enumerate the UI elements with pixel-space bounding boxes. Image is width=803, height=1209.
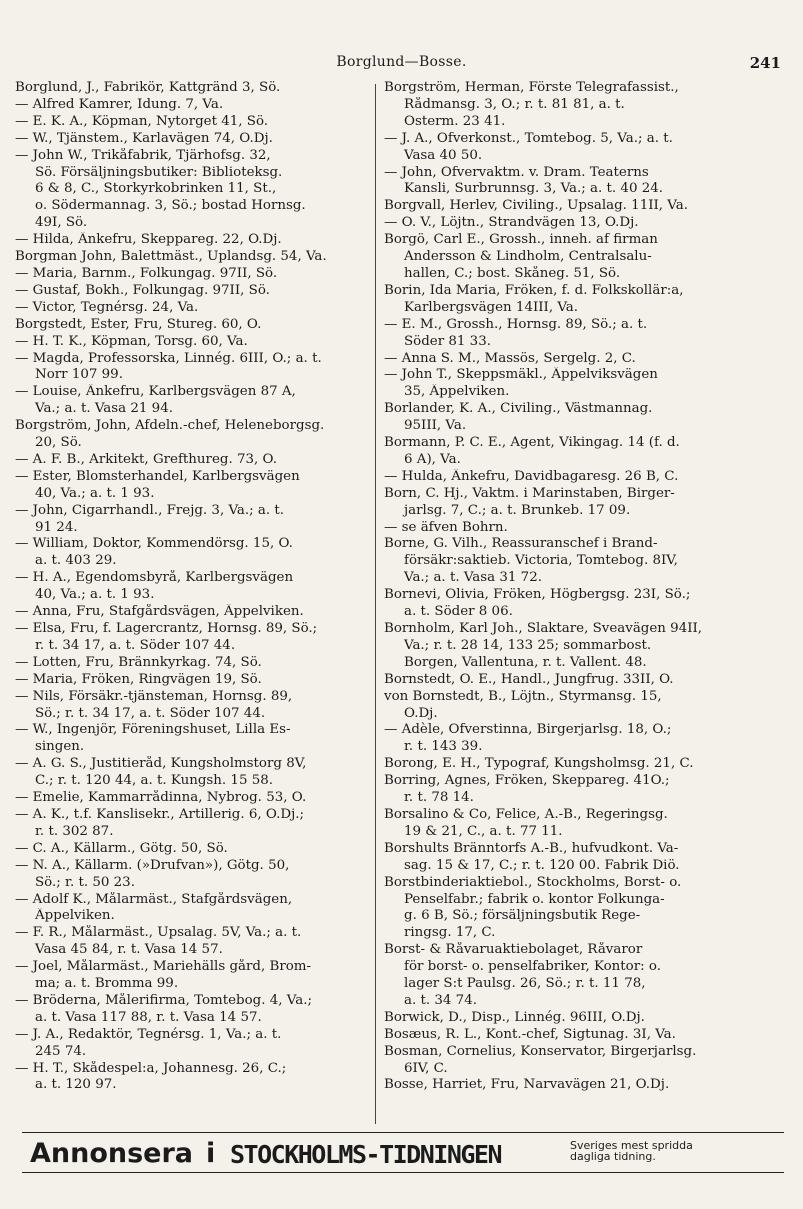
directory-line: a. t. 403 29. xyxy=(35,553,117,569)
directory-line: a. t. 34 74. xyxy=(404,992,477,1008)
directory-line: — W., Tjänstem., Karlavägen 74, Ö.Dj. xyxy=(15,130,273,146)
directory-line: Borgstedt, Ester, Fru, Stureg. 60, Ö. xyxy=(15,316,262,332)
directory-line: hallen, C.; bost. Skåneg. 51, Sö. xyxy=(404,265,621,281)
directory-line: 40, Va.; a. t. 1 93. xyxy=(35,485,155,501)
directory-line: Karlbergsvägen 14III, Va. xyxy=(404,299,579,315)
directory-line: g. 6 B, Sö.; försäljningsbutik Rege- xyxy=(404,908,641,924)
directory-line: — Nils, Försäkr.-tjänsteman, Hornsg. 89, xyxy=(15,688,293,704)
directory-line: Rådmansg. 3, Ö.; r. t. 81 81, a. t. xyxy=(404,96,625,112)
directory-line: — John T., Skeppsmäkl., Äppelviksvägen xyxy=(384,367,658,383)
directory-line: — Elsa, Fru, f. Lagercrantz, Hornsg. 89, Sö.; xyxy=(15,621,318,636)
advert-word: Annonsera xyxy=(30,1138,194,1169)
directory-line: a. t. Vasa 117 88, r. t. Vasa 14 57. xyxy=(35,1009,262,1025)
directory-line: 49I, Sö. xyxy=(35,215,88,231)
directory-line: Bornevi, Olivia, Fröken, Högbergsg. 23I, Sö.; xyxy=(384,587,691,603)
directory-line: — Gustaf, Bokh., Folkungag. 97II, Sö. xyxy=(15,282,270,298)
directory-line: Borgström, Herman, Förste Telegrafassist., xyxy=(384,80,679,95)
page-header xyxy=(0,54,803,76)
directory-line: — A. K., t.f. Kanslisekr., Artillerig. 6, Ö.Dj.; xyxy=(15,806,305,822)
directory-line: — A. G. S., Justitieråd, Kungsholmstorg 8V, xyxy=(15,756,307,772)
directory-line: Borwick, D., Disp., Linnég. 96III, Ö.Dj. xyxy=(384,1009,645,1025)
directory-line: — Maria, Barnm., Folkungag. 97II, Sö. xyxy=(15,265,278,281)
directory-line: — Joel, Målarmäst., Mariehälls gård, Brom- xyxy=(15,959,312,975)
directory-line: Vasa 45 84, r. t. Vasa 14 57. xyxy=(35,942,223,958)
directory-line: Äppelviken. xyxy=(35,908,115,924)
directory-line: lager S:t Paulsg. 26, Sö.; r. t. 11 78, xyxy=(404,976,646,992)
directory-line: Ö.Dj. xyxy=(404,705,438,721)
directory-line: Borring, Agnes, Fröken, Skeppareg. 41Ö.; xyxy=(384,773,670,789)
advert-preposition: i xyxy=(206,1138,216,1169)
directory-line: Va.; a. t. Vasa 21 94. xyxy=(35,401,173,417)
directory-line: — W., Ingenjör, Föreningshuset, Lilla Es- xyxy=(15,722,291,738)
directory-line: 6 & 8, C., Storkyrkobrinken 11, St., xyxy=(35,181,277,197)
directory-line: Va.; a. t. Vasa 31 72. xyxy=(404,570,542,586)
directory-line: Borstbinderiaktiebol., Stockholms, Borst- o. xyxy=(384,874,682,890)
directory-line: Vasa 40 50. xyxy=(404,147,483,163)
directory-line: — Bröderna, Målerifirma, Tomtebog. 4, Va.; xyxy=(15,992,312,1008)
directory-line: Borne, G. Vilh., Reassuranschef i Brand- xyxy=(384,536,658,552)
directory-line: — H. T., Skådespel:a, Johannesg. 26, C.; xyxy=(15,1060,287,1076)
directory-line: försäkr:saktieb. Victoria, Tomtebog. 8IV, xyxy=(404,553,678,569)
directory-line: a. t. 120 97. xyxy=(35,1077,117,1093)
directory-line: Sö.; r. t. 34 17, a. t. Söder 107 44. xyxy=(35,705,266,721)
directory-line: Borgman John, Balettmäst., Uplandsg. 54, Va. xyxy=(15,249,327,265)
directory-line: Österm. 23 41. xyxy=(404,113,506,129)
directory-line: r. t. 78 14. xyxy=(404,790,474,806)
directory-line: — John, Öfvervaktm. v. Dram. Teaterns xyxy=(384,164,649,180)
advert-banner xyxy=(30,1134,770,1172)
directory-line: — C. A., Källarm., Götg. 50, Sö. xyxy=(15,840,228,856)
directory-line: Borin, Ida Maria, Fröken, f. d. Folkskollär:a, xyxy=(384,282,684,298)
directory-line: 6IV, C. xyxy=(404,1060,448,1076)
directory-line: — Victor, Tegnérsg. 24, Va. xyxy=(15,299,199,315)
directory-line: — Ester, Blomsterhandel, Karlbergsvägen xyxy=(15,468,300,484)
directory-line: — E. K. A., Köpman, Nytorget 41, Sö. xyxy=(15,113,269,129)
directory-line: 35, Äppelviken. xyxy=(404,384,510,400)
directory-line: 95III, Va. xyxy=(404,418,467,434)
advert-rule-bottom xyxy=(22,1172,784,1173)
directory-line: Va.; r. t. 28 14, 133 25; sommarbost. xyxy=(404,637,652,653)
directory-line: singen. xyxy=(35,739,85,755)
directory-line: sag. 15 & 17, C.; r. t. 120 00. Fabrik Diö. xyxy=(404,857,680,873)
directory-column-left xyxy=(15,80,375,1094)
directory-line: — E. M., Grossh., Hornsg. 89, Sö.; a. t. xyxy=(384,316,648,332)
advert-rule-top xyxy=(22,1132,784,1133)
directory-line: — Anna, Fru, Stafgårdsvägen, Äppelviken. xyxy=(15,604,304,620)
directory-line: Borong, E. H., Typograf, Kungsholmsg. 21, C. xyxy=(384,756,694,772)
directory-line: — J. A., Öfverkonst., Tomtebog. 5, Va.; a. t. xyxy=(384,130,673,146)
directory-line: Borsalino & Co, Felice, A.-B., Regeringsg. xyxy=(384,806,668,822)
directory-line: Bosse, Harriet, Fru, Narvavägen 21, Ö.Dj. xyxy=(384,1077,670,1093)
directory-line: Norr 107 99. xyxy=(35,367,123,383)
directory-line: Bosman, Cornelius, Konservator, Birgerjarlsg. xyxy=(384,1043,697,1059)
directory-line: — Lotten, Fru, Brännkyrkag. 74, Sö. xyxy=(15,654,262,670)
directory-line: — J. A., Redaktör, Tegnérsg. 1, Va.; a. t. xyxy=(15,1026,282,1042)
directory-line: — Hulda, Änkefru, Davidbagaresg. 26 B, C. xyxy=(384,468,679,484)
directory-line: 6 A), Va. xyxy=(404,451,461,467)
directory-line: Sö. Försäljningsbutiker: Biblioteksg. xyxy=(35,164,283,180)
directory-line: — Anna S. M., Massös, Sergelg. 2, C. xyxy=(384,350,636,366)
directory-line: Bornholm, Karl Joh., Slaktare, Sveavägen 94II, xyxy=(384,621,703,636)
directory-line: — Louise, Änkefru, Karlbergsvägen 87 A, xyxy=(15,384,296,400)
directory-line: — H. A., Egendomsbyrå, Karlbergsvägen xyxy=(15,570,294,586)
directory-line: — A. F. B., Arkitekt, Grefthureg. 73, Ö. xyxy=(15,451,277,467)
advert-tagline xyxy=(570,1140,693,1162)
directory-line: Andersson & Lindholm, Centralsalu- xyxy=(404,249,652,265)
running-title: Borglund—Bosse. xyxy=(336,54,467,70)
directory-line: 40, Va.; a. t. 1 93. xyxy=(35,587,155,603)
directory-line: Kansli, Surbrunnsg. 3, Va.; a. t. 40 24. xyxy=(404,181,664,197)
directory-line: — H. T. K., Köpman, Torsg. 60, Va. xyxy=(15,333,248,349)
directory-line: — se äfven Bohrn. xyxy=(384,519,508,535)
directory-line: Borlander, K. A., Civiling., Västmannag. xyxy=(384,401,653,417)
directory-line: 19 & 21, C., a. t. 77 11. xyxy=(404,823,563,839)
directory-line: Borgström, John, Afdeln.-chef, Heleneborgsg. xyxy=(15,418,325,434)
directory-line: a. t. Söder 8 06. xyxy=(404,604,513,620)
directory-line: r. t. 143 39. xyxy=(404,739,483,755)
advert-tagline-line: Sveriges mest spridda xyxy=(570,1139,693,1152)
directory-column-right xyxy=(384,80,760,1094)
directory-line: — O. V., Löjtn., Strandvägen 13, Ö.Dj. xyxy=(384,215,639,231)
directory-line: — Hilda, Änkefru, Skeppareg. 22, Ö.Dj. xyxy=(15,232,282,248)
page-number: 241 xyxy=(749,54,781,72)
directory-line: — John W., Trikåfabrik, Tjärhofsg. 32, xyxy=(15,147,271,163)
directory-line: Bosæus, R. L., Kont.-chef, Sigtunag. 3I, Va. xyxy=(384,1026,676,1042)
directory-line: o. Södermannag. 3, Sö.; bostad Hornsg. xyxy=(35,198,306,214)
directory-line: von Bornstedt, B., Löjtn., Styrmansg. 15, xyxy=(384,688,662,704)
directory-line: — Emelie, Kammarrådinna, Nybrog. 53, Ö. xyxy=(15,790,307,806)
directory-line: ringsg. 17, C. xyxy=(404,925,496,941)
directory-line: Bormann, P. C. E., Agent, Vikingag. 14 (f. d. xyxy=(384,435,680,451)
directory-line: jarlsg. 7, C.; a. t. Brunkeb. 17 09. xyxy=(404,502,631,518)
advert-tagline-line: dagliga tidning. xyxy=(570,1150,656,1163)
advert-newspaper-name: STOCKHOLMS-TIDNINGEN xyxy=(230,1140,502,1169)
directory-line: — Adèle, Öfverstinna, Birgerjarlsg. 18, Ö.; xyxy=(384,722,672,738)
directory-line: Born, C. Hj., Vaktm. i Marinstaben, Birger- xyxy=(384,485,675,501)
directory-line: — F. R., Målarmäst., Upsalag. 5V, Va.; a. t. xyxy=(15,925,302,941)
directory-line: C.; r. t. 120 44, a. t. Kungsh. 15 58. xyxy=(35,773,274,789)
directory-line: 245 74. xyxy=(35,1043,87,1059)
directory-line: 20, Sö. xyxy=(35,435,82,451)
directory-line: Borshults Bränntorfs A.-B., hufvudkont. Va- xyxy=(384,840,679,856)
directory-line: Söder 81 33. xyxy=(404,333,491,349)
directory-line: Borgen, Vallentuna, r. t. Vallent. 48. xyxy=(404,654,647,670)
directory-line: Penselfabr.; fabrik o. kontor Folkunga- xyxy=(404,891,665,907)
directory-line: Borgvall, Herlev, Civiling., Upsalag. 11II, Va. xyxy=(384,198,688,214)
directory-line: Borst- & Råvaruaktiebolaget, Råvaror xyxy=(384,942,643,958)
directory-line: — Maria, Fröken, Ringvägen 19, Sö. xyxy=(15,671,262,687)
directory-line: Borglund, J., Fabrikör, Kattgränd 3, Sö. xyxy=(15,80,281,95)
directory-line: för borst- o. penselfabriker, Kontor: o. xyxy=(404,959,661,975)
directory-line: Bornstedt, O. E., Handl., Jungfrug. 33II, Ö. xyxy=(384,671,674,687)
directory-line: — Magda, Professorska, Linnég. 6III, Ö.; a. t. xyxy=(15,350,322,366)
directory-line: Borgö, Carl E., Grossh., inneh. af firman xyxy=(384,232,658,248)
directory-line: — William, Doktor, Kommendörsg. 15, Ö. xyxy=(15,536,293,552)
directory-line: r. t. 34 17, a. t. Söder 107 44. xyxy=(35,637,236,653)
directory-line: ma; a. t. Bromma 99. xyxy=(35,976,179,992)
directory-line: — John, Cigarrhandl., Frejg. 3, Va.; a. t. xyxy=(15,502,285,518)
column-divider xyxy=(375,84,376,1124)
directory-line: — Adolf K., Målarmäst., Stafgårdsvägen, xyxy=(15,891,293,907)
directory-line: — N. A., Källarm. (»Drufvan»), Götg. 50, xyxy=(15,857,290,873)
directory-line: — Alfred Kamrer, Idung. 7, Va. xyxy=(15,96,224,112)
directory-line: Sö.; r. t. 50 23. xyxy=(35,874,135,890)
directory-line: 91 24. xyxy=(35,519,78,535)
directory-line: r. t. 302 87. xyxy=(35,823,114,839)
